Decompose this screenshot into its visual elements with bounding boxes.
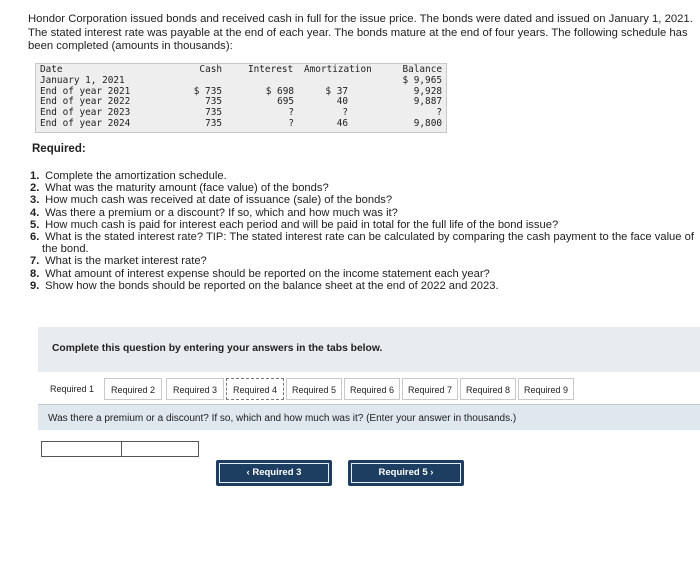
requirement-item: 8. What amount of interest expense should be reported on the income statement each year? bbox=[30, 267, 490, 280]
schedule-cell: January 1, 2021 bbox=[40, 74, 125, 86]
schedule-cell: ? bbox=[342, 107, 348, 119]
schedule-interest-column bbox=[244, 76, 294, 130]
answer-field bbox=[41, 441, 199, 457]
schedule-header-amortization: Amortization bbox=[304, 64, 372, 75]
intro-line-3: been completed (amounts in thousands): bbox=[28, 40, 233, 52]
tab-required-5[interactable]: Required 5 bbox=[286, 378, 342, 400]
requirement-item: 6. What is the stated interest rate? TIP: The stated interest rate can be calculated by comparing the cash payment to the face value of bbox=[30, 231, 694, 244]
schedule-cell bbox=[244, 76, 294, 87]
requirement-item-continued: the bond. bbox=[42, 243, 89, 256]
schedule-cell bbox=[188, 76, 222, 87]
schedule-cell: End of year 2021 bbox=[40, 85, 131, 97]
next-button-label: Required 5 bbox=[378, 467, 428, 478]
schedule-cell: 9,928 bbox=[413, 85, 442, 97]
schedule-cell: 695 bbox=[277, 96, 294, 108]
problem-intro bbox=[28, 13, 700, 54]
schedule-cell: $ 37 bbox=[325, 85, 348, 97]
question-prompt: Was there a premium or a discount? If so, which and how much was it? (Enter your answer in thousands.) bbox=[48, 413, 517, 424]
schedule-cell: $ 698 bbox=[265, 85, 294, 97]
tab-required-9[interactable]: Required 9 bbox=[518, 378, 574, 400]
previous-required-button[interactable] bbox=[216, 460, 332, 486]
tab-required-3[interactable]: Required 3 bbox=[166, 378, 224, 400]
schedule-cell: 40 bbox=[336, 96, 348, 108]
requirement-item: 3. How much cash was received at date of issuance (sale) of the bonds? bbox=[30, 194, 393, 207]
schedule-cell bbox=[304, 76, 348, 87]
schedule-cell: 735 bbox=[205, 96, 222, 108]
schedule-cell: ? bbox=[436, 107, 442, 119]
tab-required-8[interactable]: Required 8 bbox=[460, 378, 516, 400]
next-required-button[interactable] bbox=[348, 460, 464, 486]
requirement-item: 4. Was there a premium or a discount? If so, which and how much was it? bbox=[30, 206, 398, 219]
tab-required-4[interactable]: Required 4 bbox=[226, 378, 284, 400]
schedule-cell: 46 bbox=[336, 117, 348, 129]
schedule-cell: $ 735 bbox=[193, 85, 222, 97]
schedule-cell: 9,800 bbox=[413, 117, 442, 129]
schedule-amortization-column bbox=[304, 76, 348, 130]
schedule-cell: 735 bbox=[205, 117, 222, 129]
instructions-text: Complete this question by entering your answers in the tabs below. bbox=[52, 343, 383, 354]
requirement-item: 7. What is the market interest rate? bbox=[30, 255, 207, 268]
schedule-date-column bbox=[40, 65, 130, 130]
tab-required-1[interactable]: Required 1 bbox=[44, 378, 100, 400]
intro-line-2: The stated interest rate was payable at the end of each year. The bonds mature at the end of four years. The following schedule has bbox=[28, 26, 688, 39]
schedule-cell: End of year 2022 bbox=[40, 96, 131, 108]
schedule-header-date: Date bbox=[40, 64, 63, 75]
schedule-header-balance: Balance bbox=[402, 64, 442, 75]
requirement-item: 5. How much cash is paid for interest each period and will be paid in total for the full life of the bond issue? bbox=[30, 218, 559, 231]
schedule-balance-column bbox=[394, 65, 442, 130]
schedule-cell: ? bbox=[288, 117, 294, 129]
schedule-cell: 9,887 bbox=[413, 96, 442, 108]
requirement-item: 9. Show how the bonds should be reported on the balance sheet at the end of 2022 and 2023. bbox=[30, 279, 499, 292]
schedule-cell: $ 9,965 bbox=[402, 74, 442, 86]
schedule-cash-column bbox=[188, 65, 222, 130]
answer-input[interactable] bbox=[42, 442, 126, 456]
schedule-cell: End of year 2024 bbox=[40, 117, 131, 129]
tab-required-2[interactable]: Required 2 bbox=[104, 378, 162, 400]
tab-required-7[interactable]: Required 7 bbox=[402, 378, 458, 400]
amortization-schedule bbox=[35, 63, 447, 133]
schedule-cell: ? bbox=[288, 107, 294, 119]
answer-field-divider bbox=[121, 441, 122, 457]
required-heading: Required: bbox=[32, 143, 86, 155]
schedule-header-interest: Interest bbox=[248, 64, 294, 75]
chevron-left-icon: ‹ bbox=[246, 467, 250, 478]
intro-line-1: Hondor Corporation issued bonds and received cash in full for the issue price. The bonds were dated and issued on January 1, 2021. bbox=[28, 13, 693, 25]
schedule-header-cash: Cash bbox=[199, 64, 222, 75]
chevron-right-icon: › bbox=[430, 467, 434, 478]
previous-button-label: Required 3 bbox=[252, 467, 302, 478]
schedule-cell: 735 bbox=[205, 107, 222, 119]
requirement-item: 2. What was the maturity amount (face value) of the bonds? bbox=[30, 182, 329, 195]
requirements-list bbox=[30, 170, 700, 292]
tab-required-6[interactable]: Required 6 bbox=[344, 378, 400, 400]
requirement-item: 1. Complete the amortization schedule. bbox=[30, 170, 227, 182]
schedule-cell: End of year 2023 bbox=[40, 107, 131, 119]
